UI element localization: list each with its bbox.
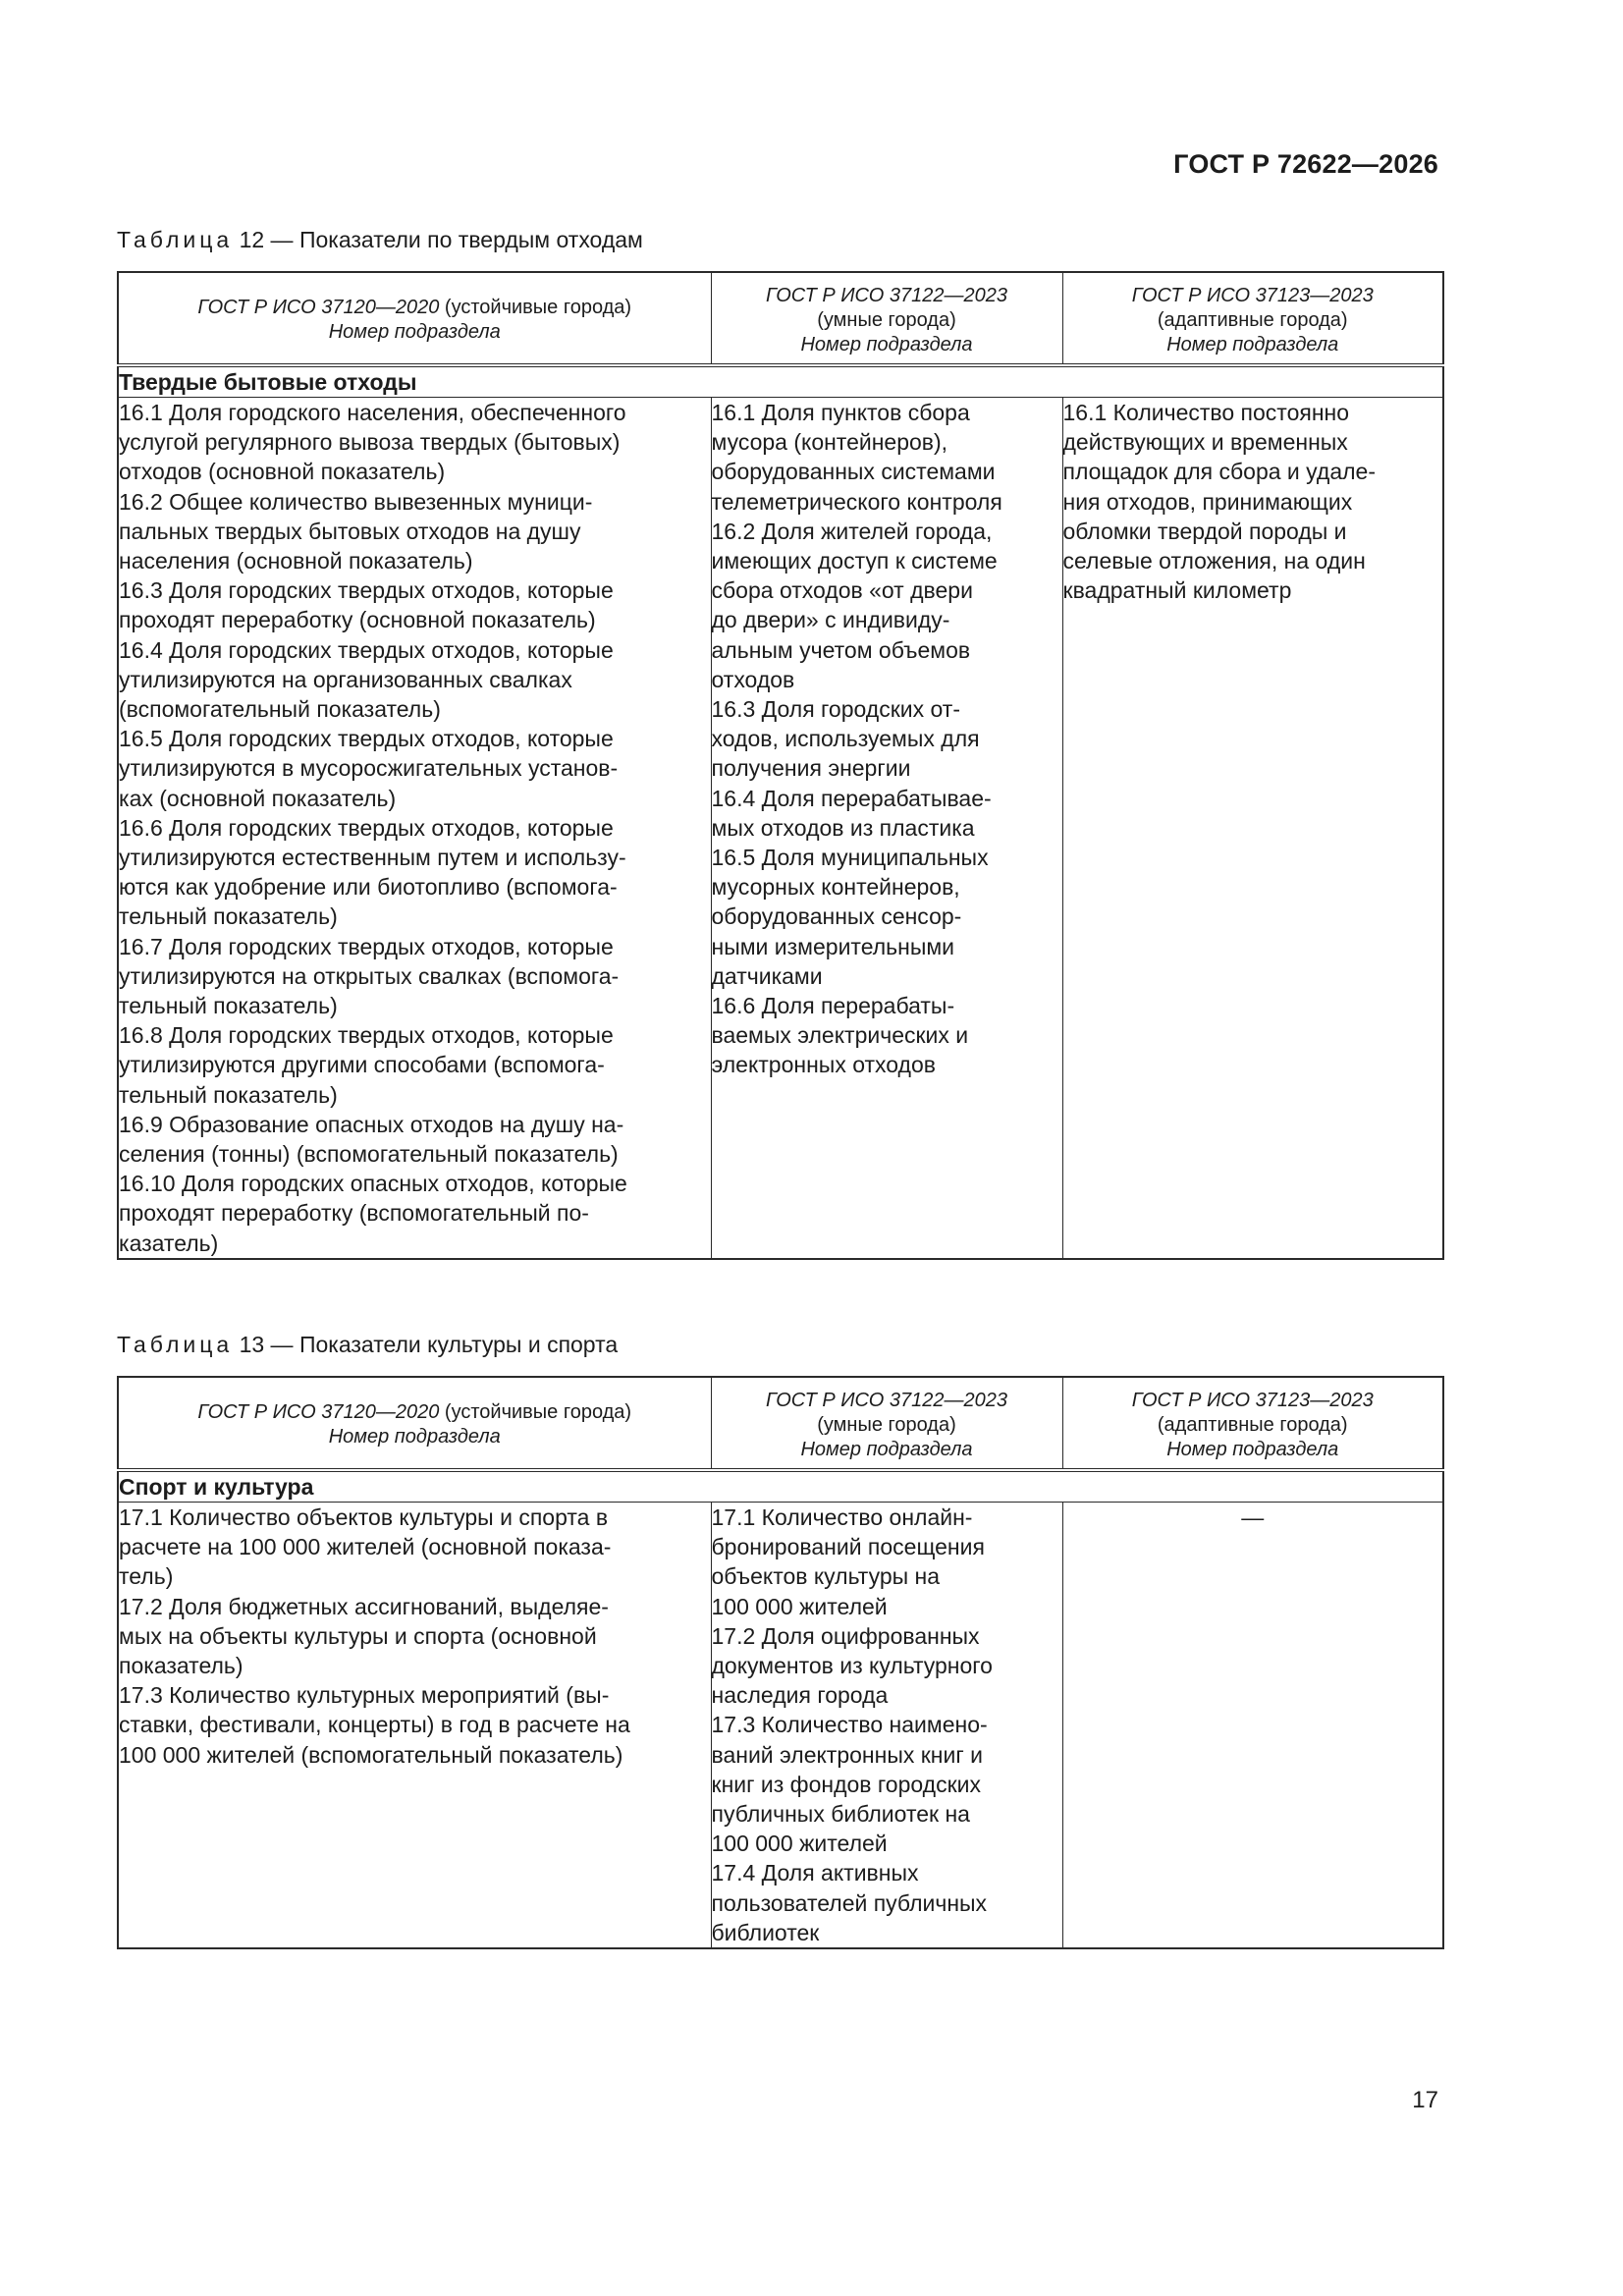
text-line: 16.1 Количество постоянно	[1062, 400, 1350, 425]
table-13	[117, 1376, 1444, 1949]
col2-standard: ГОСТ Р ИСО 37122—2023	[766, 1389, 1007, 1411]
text-line: ваемых электрических и	[711, 1022, 969, 1049]
col2-description: (умные города)	[817, 308, 956, 331]
text-line: бронирований посещения	[711, 1534, 985, 1560]
text-line: показатель)	[119, 1653, 243, 1679]
text-line: мусорных контейнеров,	[711, 874, 960, 901]
text-line: 16.2 Общее количество вывезенных муници-	[119, 488, 593, 515]
text-line: населения (основной показатель)	[119, 548, 473, 574]
text-line: книг из фондов городских	[711, 1771, 981, 1797]
col1-standard: ГОСТ Р ИСО 37120—2020	[197, 297, 440, 318]
text-line: (вспомогательный показатель)	[119, 696, 441, 723]
text-line: 100 000 жителей	[711, 1593, 888, 1619]
text-line: действующих и временных	[1062, 429, 1348, 456]
text-line: документов из культурного	[711, 1653, 993, 1679]
text-line: отходов (основной показатель)	[119, 459, 446, 485]
col3-standard: ГОСТ Р ИСО 37123—2023	[1131, 284, 1374, 306]
text-line: получения энергии	[711, 755, 911, 782]
text-line: ются как удобрение или биотопливо (вспомога-	[119, 874, 618, 901]
text-line: тель)	[119, 1563, 174, 1590]
table-12-header-col2	[711, 272, 1062, 365]
text-line: до двери» с индивиду-	[711, 607, 950, 633]
text-line: 17.1 Количество объектов культуры и спорта в	[119, 1504, 609, 1530]
text-line: 17.3 Количество наимено-	[711, 1712, 988, 1738]
text-line: наследия города	[711, 1682, 889, 1709]
col3-subtitle: Номер подраздела	[1166, 1438, 1339, 1460]
text-line: 16.7 Доля городских твердых отходов, которые	[119, 933, 614, 959]
text-line: 16.10 Доля городских опасных отходов, которые	[119, 1171, 627, 1197]
text-line: ваний электронных книг и	[711, 1741, 983, 1768]
table-12-col2-cell	[711, 398, 1062, 1259]
text-line: утилизируются естественным путем и использу-	[119, 845, 626, 871]
text-line: библиотек	[711, 1919, 820, 1945]
text-line: утилизируются в мусоросжигательных установ-	[119, 755, 619, 782]
table-13-section-title: Спорт и культура	[118, 1470, 1443, 1503]
text-line: пользователей публичных	[711, 1889, 988, 1916]
text-line: 16.8 Доля городских твердых отходов, которые	[119, 1022, 614, 1049]
table-13-header-row	[118, 1377, 1443, 1470]
text-line: 16.4 Доля перерабатывае-	[711, 785, 992, 811]
text-line: утилизируются на открытых свалках (вспомога-	[119, 962, 620, 989]
text-line: ными измерительными	[711, 933, 955, 959]
col1-subtitle: Номер подраздела	[328, 1426, 501, 1448]
text-line: 17.1 Количество онлайн-	[711, 1504, 973, 1530]
table-12-caption-text: 12 — Показатели по твердым отходам	[233, 227, 643, 252]
text-line: пальных твердых бытовых отходов на душу	[119, 518, 581, 544]
table-12-caption	[117, 227, 643, 253]
col2-subtitle: Номер подраздела	[800, 1438, 973, 1460]
text-line: казатель)	[119, 1230, 219, 1256]
table-13-caption-word: Таблица	[117, 1332, 234, 1357]
table-13-header-col3	[1062, 1377, 1443, 1470]
table-13-body-row	[118, 1503, 1443, 1949]
text-line: 100 000 жителей	[711, 1831, 888, 1857]
text-line: квадратный километр	[1062, 577, 1292, 604]
table-12-col3-cell	[1062, 398, 1443, 1259]
text-line: мых отходов из пластика	[711, 814, 975, 841]
col2-standard: ГОСТ Р ИСО 37122—2023	[766, 284, 1007, 306]
col3-description: (адаптивные города)	[1157, 308, 1348, 331]
col1-standard: ГОСТ Р ИСО 37120—2020	[197, 1401, 440, 1423]
text-line: 16.4 Доля городских твердых отходов, которые	[119, 636, 614, 663]
text-line: 17.3 Количество культурных мероприятий (вы-	[119, 1682, 610, 1709]
text-line: площадок для сбора и удале-	[1062, 459, 1376, 485]
text-line: оборудованных сенсор-	[711, 903, 962, 930]
text-line: селения (тонны) (вспомогательный показатель)	[119, 1141, 619, 1168]
text-line: расчете на 100 000 жителей (основной показа-	[119, 1534, 612, 1560]
text-line: публичных библиотек на	[711, 1801, 970, 1828]
text-line: 16.2 Доля жителей города,	[711, 518, 993, 544]
text-line: ках (основной показатель)	[119, 785, 397, 811]
table-12-header-row	[118, 272, 1443, 365]
document-code: ГОСТ Р 72622—2026	[1173, 149, 1438, 179]
table-12-caption-word: Таблица	[117, 227, 234, 252]
table-12-header-col1	[118, 272, 711, 365]
table-13-col3-cell: —	[1062, 1503, 1443, 1949]
text-line: 16.3 Доля городских твердых отходов, которые	[119, 577, 614, 604]
text-line: имеющих доступ к системе	[711, 548, 998, 574]
page-number: 17	[1412, 2087, 1438, 2113]
text-line: 16.9 Образование опасных отходов на душу на-	[119, 1111, 624, 1137]
text-line: проходят переработку (вспомогательный по-	[119, 1200, 589, 1227]
text-line: 17.2 Доля оцифрованных	[711, 1622, 980, 1649]
text-line: 16.6 Доля перерабаты-	[711, 993, 955, 1019]
table-13-caption	[117, 1332, 618, 1358]
col1-subtitle: Номер подраздела	[328, 321, 501, 343]
text-line: ставки, фестивали, концерты) в год в расчете на	[119, 1712, 630, 1738]
text-line: 17.4 Доля активных	[711, 1860, 919, 1886]
text-line: датчиками	[711, 962, 823, 989]
text-line: телеметрического контроля	[711, 488, 1002, 515]
table-12-section-title: Твердые бытовые отходы	[118, 365, 1443, 398]
text-line: 16.1 Доля пунктов сбора	[711, 400, 970, 425]
text-line: тельный показатель)	[119, 903, 338, 930]
text-line: проходят переработку (основной показатель)	[119, 607, 596, 633]
text-line: мусора (контейнеров),	[711, 429, 948, 456]
text-line: 16.3 Доля городских от-	[711, 696, 960, 723]
text-line: 100 000 жителей (вспомогательный показатель)	[119, 1741, 623, 1768]
table-13-header-col1	[118, 1377, 711, 1470]
text-line: утилизируются на организованных свалках	[119, 666, 572, 692]
table-12-body-row	[118, 398, 1443, 1259]
text-line: ходов, используемых для	[711, 726, 980, 752]
text-line: мых на объекты культуры и спорта (основной	[119, 1622, 597, 1649]
text-line: ния отходов, принимающих	[1062, 488, 1353, 515]
text-line: 16.6 Доля городских твердых отходов, которые	[119, 814, 614, 841]
table-12-col1-cell	[118, 398, 711, 1259]
table-12	[117, 271, 1444, 1260]
text-line: отходов	[711, 666, 795, 692]
text-line: обломки твердой породы и	[1062, 518, 1347, 544]
table-13-caption-text: 13 — Показатели культуры и спорта	[233, 1332, 619, 1357]
text-line: альным учетом объемов	[711, 636, 971, 663]
text-line: электронных отходов	[711, 1052, 936, 1078]
col1-description: (устойчивые города)	[439, 297, 632, 318]
table-13-section-row	[118, 1470, 1443, 1503]
table-13-header-col2	[711, 1377, 1062, 1470]
col3-subtitle: Номер подраздела	[1166, 333, 1339, 355]
text-line: 16.5 Доля городских твердых отходов, которые	[119, 726, 614, 752]
text-line: селевые отложения, на один	[1062, 548, 1366, 574]
col2-description: (умные города)	[817, 1413, 956, 1436]
text-line: тельный показатель)	[119, 1081, 338, 1108]
col2-subtitle: Номер подраздела	[800, 333, 973, 355]
text-line: тельный показатель)	[119, 993, 338, 1019]
table-13-col2-cell	[711, 1503, 1062, 1949]
text-line: объектов культуры на	[711, 1563, 941, 1590]
text-line: 16.5 Доля муниципальных	[711, 845, 989, 871]
text-line: 16.1 Доля городского населения, обеспеченного	[119, 400, 626, 425]
table-12-section-row	[118, 365, 1443, 398]
text-line: оборудованных системами	[711, 459, 996, 485]
col3-description: (адаптивные города)	[1157, 1413, 1348, 1436]
text-line: услугой регулярного вывоза твердых (бытовых)	[119, 429, 621, 456]
text-line: утилизируются другими способами (вспомога-	[119, 1052, 605, 1078]
text-line: сбора отходов «от двери	[711, 577, 973, 604]
table-12-header-col3	[1062, 272, 1443, 365]
col1-description: (устойчивые города)	[439, 1401, 632, 1423]
col3-standard: ГОСТ Р ИСО 37123—2023	[1131, 1389, 1374, 1411]
table-13-col1-cell	[118, 1503, 711, 1949]
text-line: 17.2 Доля бюджетных ассигнований, выделяе-	[119, 1593, 609, 1619]
